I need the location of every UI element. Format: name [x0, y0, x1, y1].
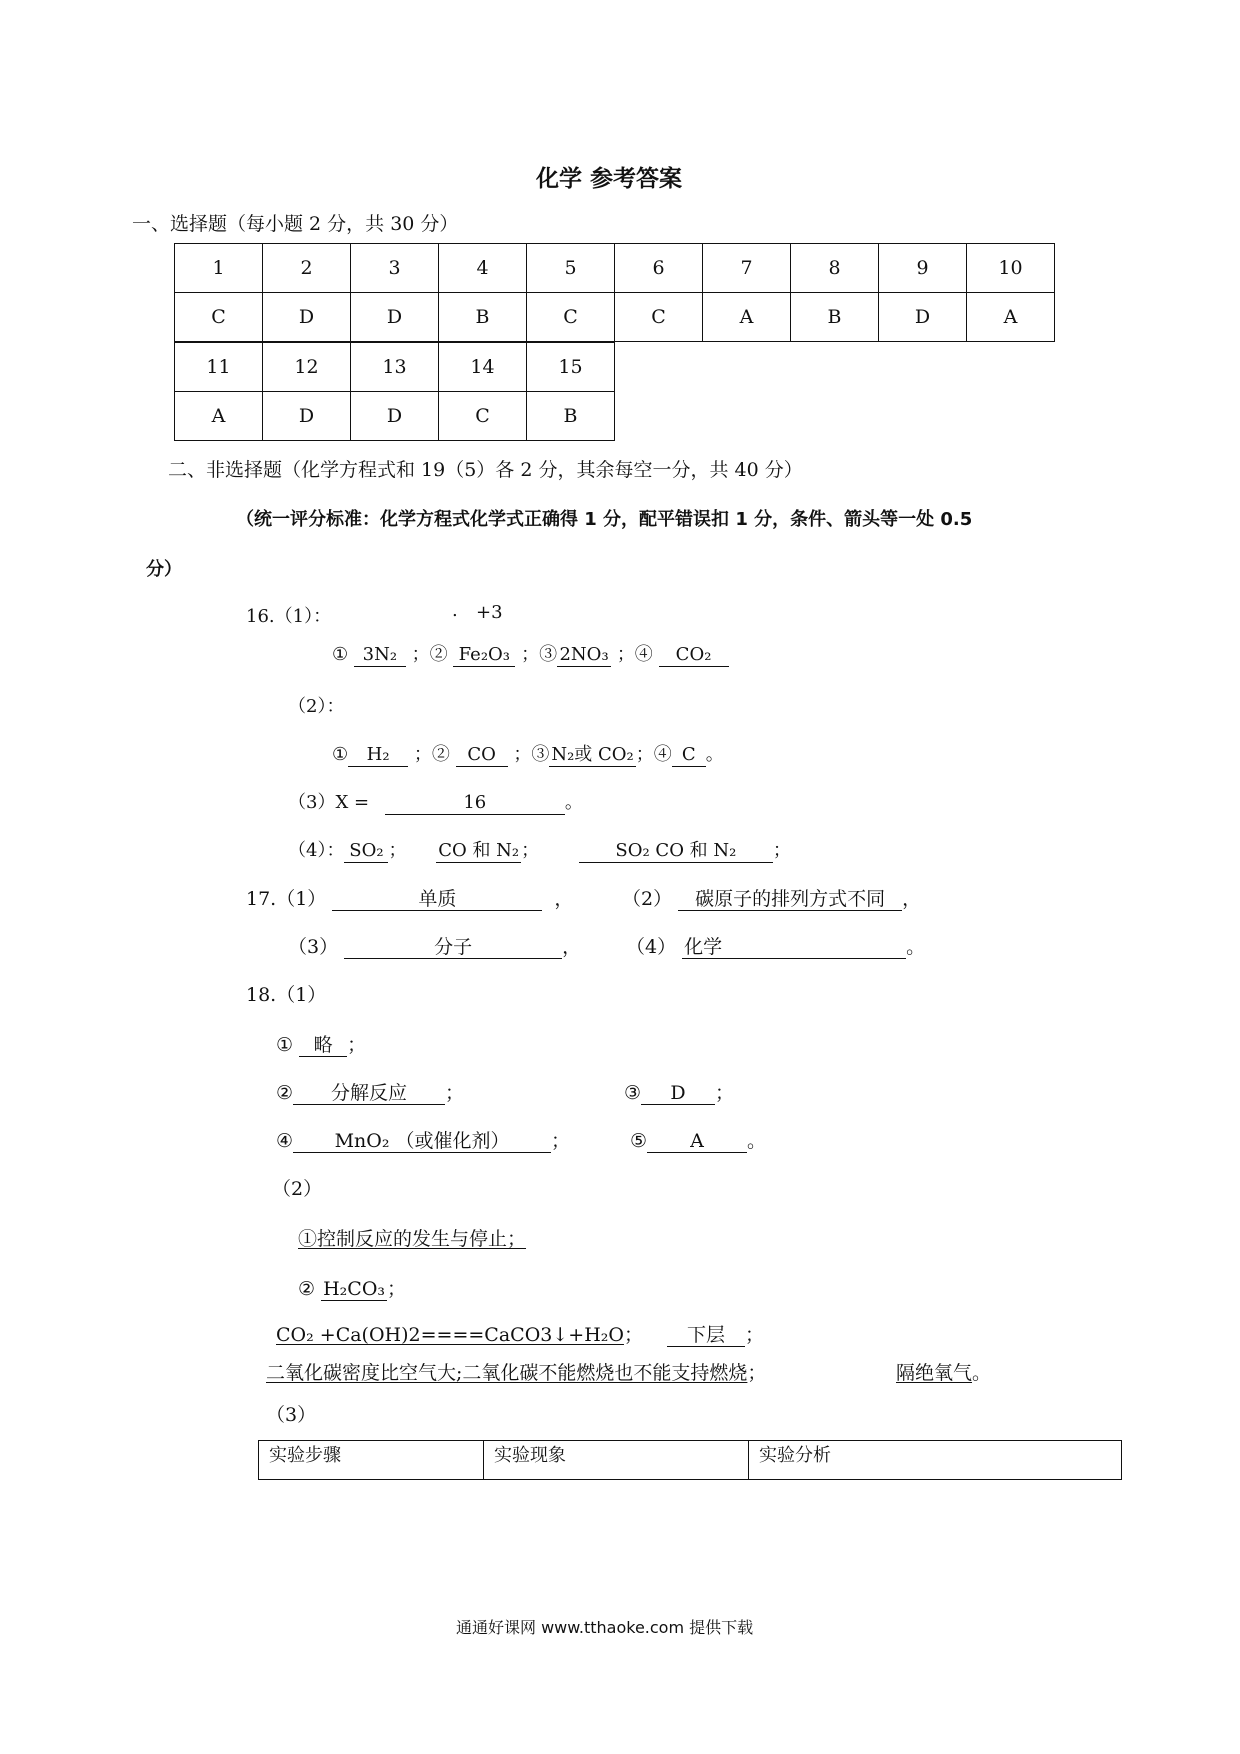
- answer-cell: D: [351, 392, 439, 441]
- question-number: 13: [351, 343, 439, 392]
- part-label: （4）: [626, 936, 677, 958]
- question-number: 1: [175, 244, 263, 293]
- period-mark: 。: [564, 792, 583, 813]
- semicolon: ；: [745, 1324, 765, 1346]
- circle-mark: ；④: [616, 644, 653, 665]
- answer-blank: H₂CO₃: [323, 1278, 386, 1300]
- period-mark: 。: [747, 1130, 767, 1152]
- page-footer: 通通好课网 www.tthaoke.com 提供下载: [456, 1618, 754, 1637]
- q16-charge: +3: [476, 602, 503, 623]
- q16-part3: [288, 788, 583, 815]
- circle-mark: ；④: [635, 744, 672, 765]
- comma: ，: [554, 888, 574, 910]
- answer-cell: C: [175, 293, 263, 342]
- semicolon: ；: [388, 840, 407, 861]
- q16-part4: [288, 836, 791, 863]
- q18-part3-label: （3）: [266, 1404, 317, 1426]
- q16-dot: .: [452, 600, 458, 621]
- answer-blank: 分解反应: [293, 1082, 445, 1105]
- semicolon: ；: [387, 1278, 407, 1300]
- semicolon: ；: [347, 1034, 367, 1056]
- answer-cell: D: [351, 293, 439, 342]
- section1-heading: 一、选择题（每小题 2 分，共 30 分）: [132, 213, 459, 235]
- period-mark: 。: [705, 744, 724, 765]
- period-mark: 。: [906, 936, 926, 958]
- q17-row1-right: [622, 884, 921, 911]
- choice-answer-table: [174, 243, 1055, 342]
- semicolon: ；: [521, 840, 540, 861]
- period-mark: 。: [972, 1362, 992, 1384]
- q18-item2: [276, 1078, 464, 1105]
- choice-answer-table-2: [174, 342, 615, 441]
- answer-cell: B: [439, 293, 527, 342]
- semicolon: ；: [551, 1130, 571, 1152]
- answer-cell: A: [175, 392, 263, 441]
- semicolon: ；: [445, 1082, 465, 1104]
- answer-cell: D: [263, 392, 351, 441]
- q18-part2-item2: [298, 1274, 406, 1301]
- q18-reason-line: [266, 1358, 766, 1385]
- q16-part2-answers: [332, 740, 724, 767]
- answer-blank: D: [641, 1082, 715, 1105]
- answer-blank: CO₂: [659, 644, 729, 667]
- table-header-analysis: 实验分析: [749, 1441, 1122, 1480]
- question-number: 9: [879, 244, 967, 293]
- circle-mark: ②: [298, 1278, 316, 1300]
- q16-part2-label: （2）：: [288, 696, 345, 717]
- circle-mark: ；③: [513, 744, 550, 765]
- q18-item1: [276, 1030, 366, 1057]
- q17-row2-right: [626, 932, 925, 959]
- question-number: 11: [175, 343, 263, 392]
- question-number: 2: [263, 244, 351, 293]
- question-number: 5: [527, 244, 615, 293]
- circle-mark: ④: [276, 1130, 294, 1152]
- semicolon: ；: [715, 1082, 735, 1104]
- question-number: 7: [703, 244, 791, 293]
- q16-part1-answers: [332, 640, 729, 667]
- answer-blank: 单质: [332, 888, 542, 911]
- answer-blank: 3N₂: [354, 644, 406, 667]
- question-number: 12: [263, 343, 351, 392]
- scoring-standard-cont: 分）: [146, 559, 182, 580]
- answer-cell: C: [527, 293, 615, 342]
- answer-cell: C: [615, 293, 703, 342]
- answer-cell: A: [967, 293, 1055, 342]
- question-number: 15: [527, 343, 615, 392]
- q17-row2: [288, 932, 581, 959]
- part-label: （3）: [288, 936, 339, 958]
- q18-isolate: [896, 1358, 991, 1385]
- answer-cell: D: [263, 293, 351, 342]
- q16-label: 16.（1）：: [246, 606, 332, 627]
- answer-cell: B: [527, 392, 615, 441]
- question-number: 8: [791, 244, 879, 293]
- q18-part2-item1: ①控制反应的发生与停止；: [298, 1228, 527, 1250]
- q18-label: 18.（1）: [246, 984, 327, 1006]
- answer-blank: H₂: [348, 744, 408, 767]
- answer-blank: 碳原子的排列方式不同: [678, 888, 902, 911]
- answer-blank: C: [672, 744, 706, 767]
- comma: ，: [902, 888, 922, 910]
- answer-cell: D: [879, 293, 967, 342]
- comma: ，: [562, 936, 582, 958]
- table-header-steps: 实验步骤: [259, 1441, 484, 1480]
- answer-blank: Fe₂O₃: [453, 644, 515, 667]
- circle-mark: ；②: [411, 644, 448, 665]
- part-label: （2）: [622, 888, 673, 910]
- question-number: 10: [967, 244, 1055, 293]
- answer-blank: SO₂: [344, 840, 388, 863]
- page-title: 化学 参考答案: [536, 166, 683, 192]
- circle-mark: ；③: [521, 644, 558, 665]
- answer-blank: A: [647, 1130, 747, 1153]
- answer-blank: 略: [299, 1034, 347, 1057]
- q17-row1: [246, 884, 573, 911]
- table-header-phenomena: 实验现象: [484, 1441, 749, 1480]
- question-number: 4: [439, 244, 527, 293]
- circle-mark: ⑤: [630, 1130, 648, 1152]
- circle-mark: ③: [624, 1082, 642, 1104]
- q17-label: 17.（1）: [246, 888, 327, 910]
- answer-cell: C: [439, 392, 527, 441]
- answer-blank: 16: [385, 792, 565, 815]
- answer-blank: N₂或 CO₂: [551, 744, 634, 765]
- chemical-equation: CO₂ +Ca(OH)2====CaCO3↓+H₂O: [276, 1324, 624, 1346]
- circle-mark: ②: [276, 1082, 294, 1104]
- reason-answer: 二氧化碳密度比空气大;二氧化碳不能燃烧也不能支持燃烧: [266, 1362, 748, 1384]
- answer-blank: 化学: [682, 936, 906, 959]
- question-number: 3: [351, 244, 439, 293]
- answer-blank: 2NO₃: [557, 644, 611, 667]
- circle-mark: ；②: [413, 744, 450, 765]
- q18-part2-label: （2）: [272, 1178, 323, 1200]
- semicolon: ；: [623, 1324, 643, 1346]
- answer-blank: MnO₂ （或催化剂）: [293, 1130, 551, 1153]
- answer-cell: B: [791, 293, 879, 342]
- q18-item5: [630, 1126, 766, 1153]
- answer-blank: CO: [456, 744, 508, 767]
- part4-label: （4）：: [288, 840, 345, 861]
- circle-mark: ①: [332, 744, 349, 765]
- answer-blank: 下层: [667, 1324, 745, 1347]
- answer-blank: SO₂ CO 和 N₂: [579, 840, 773, 863]
- scoring-standard: （统一评分标准：化学方程式化学式正确得 1 分，配平错误扣 1 分，条件、箭头等一处 0.5: [236, 509, 973, 530]
- semicolon: ；: [772, 840, 791, 861]
- part3-label: （3）X =: [288, 792, 370, 813]
- q18-item4: [276, 1126, 570, 1153]
- semicolon: ；: [747, 1362, 767, 1384]
- isolate-answer: 隔绝氧气: [896, 1362, 973, 1384]
- circle-mark: ①: [332, 644, 349, 665]
- q18-item3: [624, 1078, 734, 1105]
- question-number: 14: [439, 343, 527, 392]
- q18-equation-line: [276, 1320, 764, 1347]
- question-number: 6: [615, 244, 703, 293]
- answer-blank: CO 和 N₂: [438, 840, 520, 861]
- section2-heading: 二、非选择题（化学方程式和 19（5）各 2 分，其余每空一分，共 40 分）: [168, 459, 803, 481]
- circle-mark: ①: [276, 1034, 294, 1056]
- answer-blank: 分子: [344, 936, 562, 959]
- experiment-table: [258, 1440, 1122, 1480]
- answer-cell: A: [703, 293, 791, 342]
